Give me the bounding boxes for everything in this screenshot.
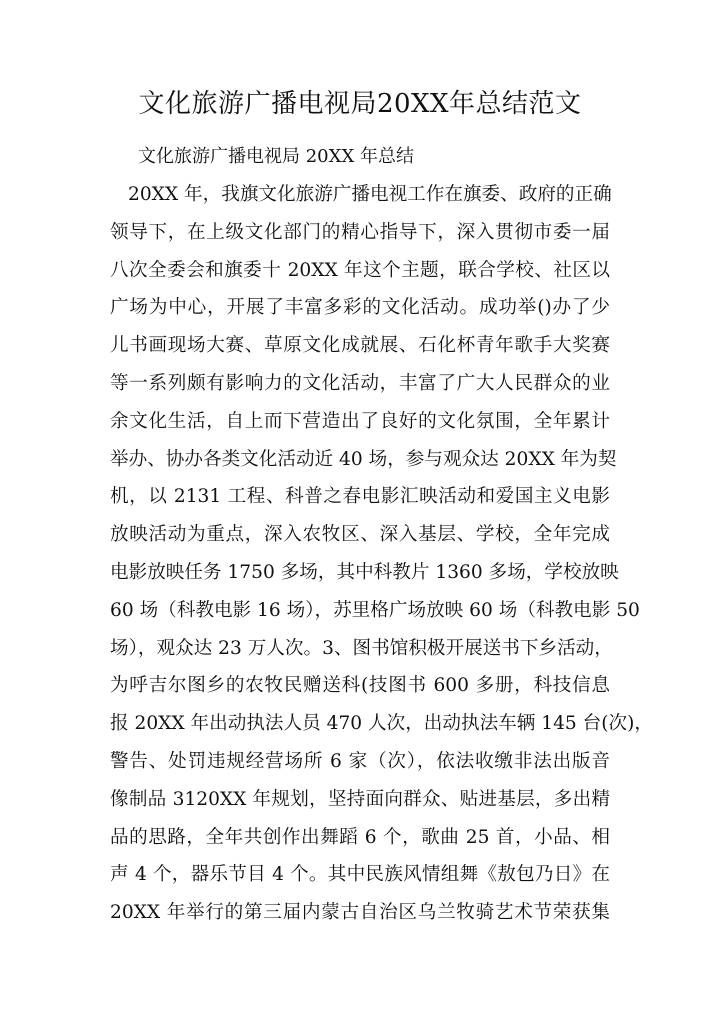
body-line: 报 20XX 年出动执法人员 470 人次，出动执法车辆 145 台(次)， bbox=[110, 713, 653, 735]
body-line: 举办、协办各类文化活动近 40 场，参与观众达 20XX 年为契 bbox=[110, 448, 617, 470]
body-line: 场），观众达 23 万人次。3、图书馆积极开展送书下乡活动， bbox=[110, 637, 613, 659]
document-title: 文化旅游广播电视局20XX年总结范文 bbox=[138, 89, 582, 119]
body-line: 机，以 2131 工程、科普之春电影汇映活动和爱国主义电影 bbox=[110, 486, 610, 508]
body-line: 八次全委会和旗委十 20XX 年这个主题，联合学校、社区以 bbox=[110, 259, 610, 281]
body-line: 电影放映任务 1750 多场，其中科教片 1360 多场，学校放映 bbox=[110, 561, 619, 583]
body-line: 60 场（科教电影 16 场），苏里格广场放映 60 场（科教电影 50 bbox=[110, 599, 640, 621]
document-subtitle: 文化旅游广播电视局 20XX 年总结 bbox=[138, 146, 414, 167]
body-line: 放映活动为重点，深入农牧区、深入基层、学校，全年完成 bbox=[110, 524, 610, 546]
body-line: 领导下，在上级文化部门的精心指导下，深入贯彻市委一届 bbox=[110, 221, 610, 243]
body-line: 余文化生活，自上而下营造出了良好的文化氛围，全年累计 bbox=[110, 410, 610, 432]
body-line: 儿书画现场大赛、草原文化成就展、石化杯青年歌手大奖赛 bbox=[110, 335, 610, 357]
document-body bbox=[110, 176, 653, 932]
body-line: 20XX 年举行的第三届内蒙古自治区乌兰牧骑艺术节荣获集 bbox=[110, 902, 610, 924]
body-line: 警告、处罚违规经营场所 6 家（次），依法收缴非法出版音 bbox=[110, 750, 610, 772]
body-line: 广场为中心，开展了丰富多彩的文化活动。成功举()办了少 bbox=[110, 297, 610, 319]
body-line: 声 4 个，器乐节目 4 个。其中民族风情组舞《敖包乃日》在 bbox=[110, 864, 610, 886]
body-line: 为呼吉尔图乡的农牧民赠送科(技图书 600 多册，科技信息 bbox=[110, 675, 610, 697]
body-line: 像制品 3120XX 年规划，坚持面向群众、贴进基层，多出精 bbox=[110, 788, 610, 810]
body-line: 品的思路，全年共创作出舞蹈 6 个，歌曲 25 首，小品、相 bbox=[110, 826, 610, 848]
body-line: 20XX 年，我旗文化旅游广播电视工作在旗委、政府的正确 bbox=[128, 184, 612, 205]
body-line: 等一系列颇有影响力的文化活动，丰富了广大人民群众的业 bbox=[110, 372, 610, 394]
